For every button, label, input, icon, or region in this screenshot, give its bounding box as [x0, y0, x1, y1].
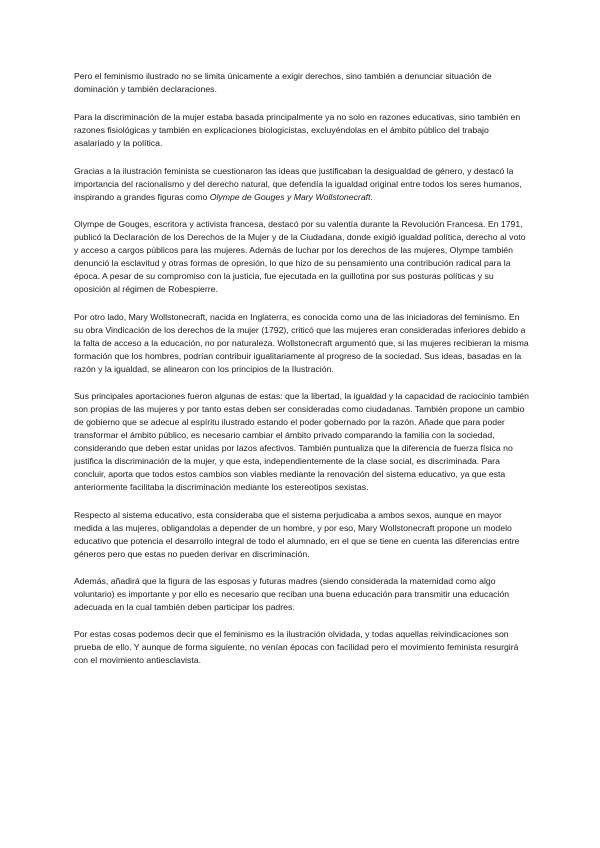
paragraph-aportaciones: Sus principales aportaciones fueron algunas de estas: que la libertad, la igualdad y la capacidad de raciocinio también son propias de las mujeres y por tanto estas deben ser consideradas como ciudadanas. También propone un cambio de gobierno que se adecue al espíritu ilustrado estando el poder gobernado por la razón. Añade que para poder transformar el ámbito público, es necesario cambiar el ámbito privado comparando la familia con la sociedad, considerando que deben estar unidas por lazos afectivos. También puntualiza que la diferencia de fuerza física no justifica la discriminación de la mujer, y que esta, independientemente de la clase social, es discriminada. Para concluir, aporta que todos estos cambios son viables mediante la renovación del sistema educativo, ya que esta anteriormente facilitaba la discriminación mediante los estereotipos sexistas. [74, 391, 529, 492]
paragraph-text: Gracias a la ilustración feminista se cuestionaron las ideas que justificaban la desigualdad de género, y destacó la importancia del racionalismo y del derecho natural, que defendía la igualdad original entre todos los seres humanos, inspirando a grandes figuras como [74, 166, 522, 202]
paragraph-ilustracion-feminista [74, 165, 530, 204]
paragraph-olympe-de-gouges: Olympe de Gouges, escritora y activista francesa, destacó por su valentía durante la Revolución Francesa. En 1791, publicó la Declaración de los Derechos de la Mujer y de la Ciudadana, donde exigió igualdad política, derecho al voto y acceso a cargos públicos para las mujeres. Además de luchar por los derechos de las mujeres, Olympe también denunció la esclavitud y otras formas de opresión, lo que hizo de su pensamiento una contribución radical para la época. A pesar de su compromiso con la justicia, fue ejecutada en la guillotina por sus posturas políticas y su oposición al régimen de Robespierre. [74, 219, 526, 294]
paragraph-conclusion: Por estas cosas podemos decir que el feminismo es la ilustración olvidada, y todas aquellas reivindicaciones son prueba de ello. Y aunque de forma siguiente, no venían épocas con facilidad pero el movimiento feminista resurgirá con el movimiento antiesclavista. [74, 629, 519, 665]
document-body [74, 70, 530, 682]
paragraph-discriminacion-mujer: Para la discriminación de la mujer estaba basada principalmente ya no solo en razones educativas, sino también en razones fisiológicas y también en explicaciones biologicistas, excluyéndolas en el ámbito público del trabajo asalariado y la política. [74, 112, 521, 148]
paragraph-text-end: . [370, 192, 373, 202]
italic-names: Olympe de Gouges y Mary Wollstonecraft [209, 192, 371, 202]
paragraph-esposas-madres: Además, añadirá que la figura de las esposas y futuras madres (siendo considerada la maternidad como algo voluntario) es importante y por ello es necesario que reciban una buena educación para transmitir una educación adecuada en la cual también deben participar los padres. [74, 576, 510, 612]
paragraph-mary-wollstonecraft: Por otro lado, Mary Wollstonecraft, nacida en Inglaterra, es conocida como una de las iniciadoras del feminismo. En su obra Vindicación de los derechos de la mujer (1792), criticó que las mujeres eran consideradas inferiores debido a la falta de acceso a la educación, no por naturaleza. Wollstonecraft argumentó que, si las mujeres recibieran la misma formación que los hombres, podrían contribuir igualitariamente al progreso de la sociedad. Sus ideas, basadas en la razón y la igualdad, se alinearon con los principios de la Ilustración. [74, 312, 529, 374]
paragraph-feminismo-ilustrado: Pero el feminismo ilustrado no se limita únicamente a exigir derechos, sino también a denunciar situación de dominación y también declaraciones. [74, 71, 492, 94]
paragraph-sistema-educativo: Respecto al sistema educativo, esta consideraba que el sistema perjudicaba a ambos sexos, aunque en mayor medida a las mujeres, obligandolas a depender de un hombre, y por eso, Mary Wollstonecraft propone un modelo educativo que potencia el desarrollo integral de todo el alumnado, en el que se tiene en cuenta las diferencias entre géneros pero que estas no pueden derivar en discriminación. [74, 510, 520, 559]
